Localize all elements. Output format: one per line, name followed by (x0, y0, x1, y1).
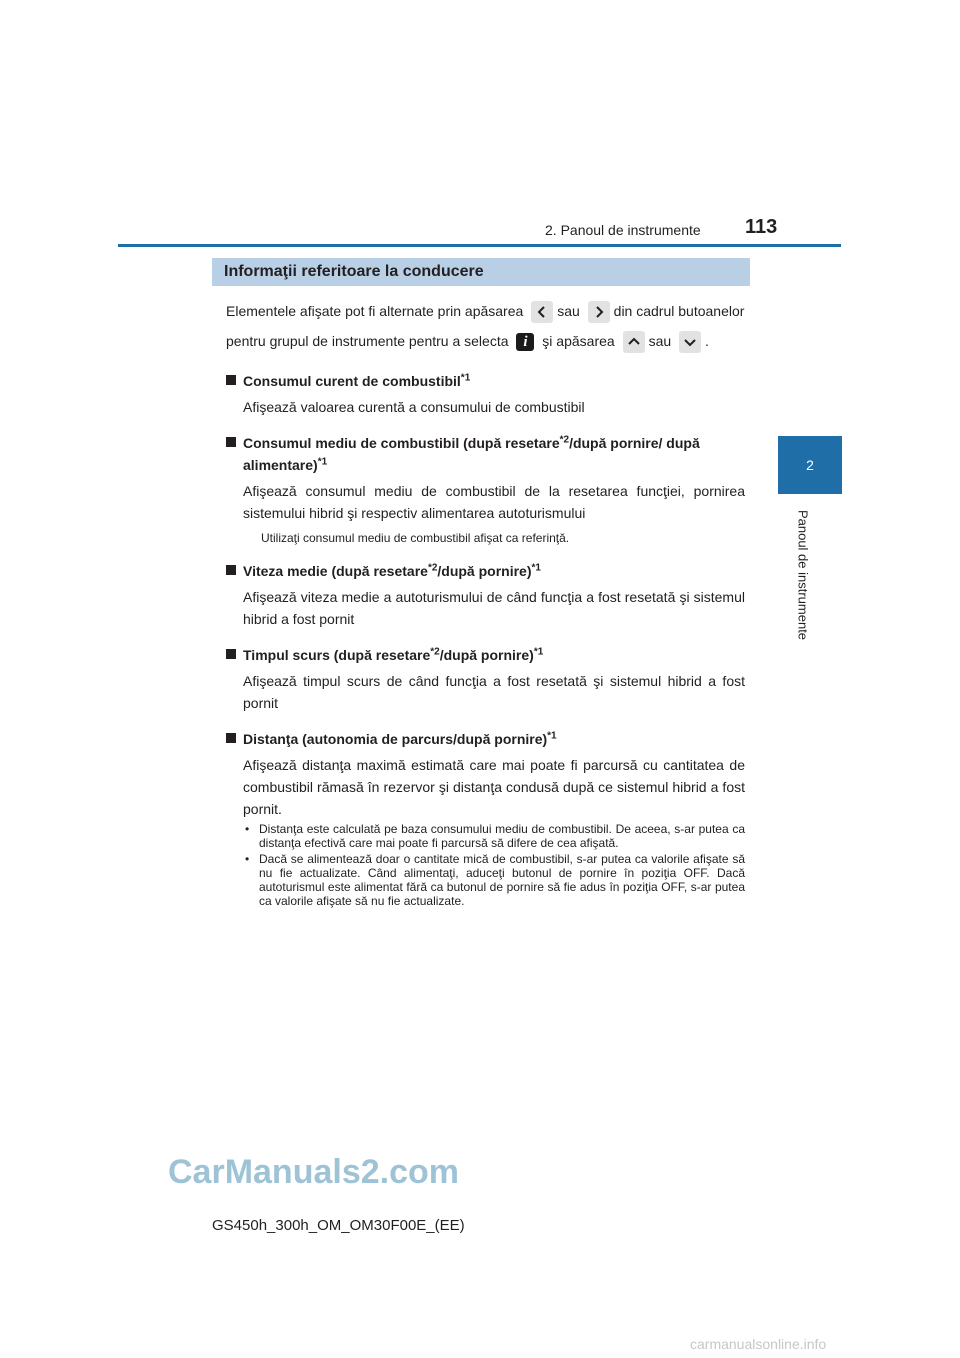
intro-text: din cadrul butoanelor (613, 303, 745, 319)
intro-text: . (705, 333, 709, 349)
intro-text: şi apăsarea (542, 333, 615, 349)
item-body: Afişează consumul mediu de combustibil de la resetarea funcţiei, pornirea sistemului hibrid şi respectiv alimentarea autoturismului (243, 483, 745, 521)
item-note: Utilizaţi consumul mediu de combustibil afişat ca referinţă. (261, 531, 570, 545)
heading-text: Consumul mediu de combustibil (după resetare (243, 435, 560, 451)
item-body: Afişează distanţa maximă estimată care mai poate fi parcursă cu cantitatea de combustibil rămasă în rezervor şi distanţa condusă după ce sistemul hibrid a fost pornit. (243, 757, 745, 817)
document-code: GS450h_300h_OM_OM30F00E_(EE) (212, 1217, 465, 1234)
chapter-number: 2 (806, 457, 814, 473)
intro-text: sau (557, 303, 580, 319)
heading-text: /după pornire) (439, 647, 534, 663)
heading-text: Viteza medie (după resetare (243, 563, 428, 579)
note-bullet (243, 852, 745, 908)
section-title: Informaţii referitoare la conducere (224, 263, 484, 280)
item-heading-distance (226, 728, 745, 750)
chapter-label: Panoul de instrumente (795, 509, 811, 641)
chapter-tab (778, 436, 842, 494)
footnote-marker: *1 (317, 456, 328, 468)
info-icon: i (516, 333, 534, 351)
header-rule (118, 244, 841, 247)
heading-text: /după pornire) (437, 563, 532, 579)
item-heading-average-consumption (226, 432, 745, 476)
item-heading-elapsed-time (226, 644, 745, 666)
bullet-text: Distanţa este calculată pe baza consumului mediu de combustibil. De aceea, s-ar putea ca distanţa efectivă care mai poate fi parcursă să difere de cea afişată. (259, 822, 745, 850)
footnote-marker: *2 (427, 562, 438, 574)
bullet-dot-icon: • (245, 852, 250, 866)
footnote-marker: *1 (533, 646, 544, 658)
heading-text: Timpul scurs (după resetare (243, 647, 431, 663)
chevron-right-icon (588, 301, 610, 323)
section-banner (212, 258, 750, 286)
item-body: Afişează viteza medie a autoturismului de când funcţia a fost resetată şi sistemul hibrid a fost pornit (243, 589, 745, 627)
intro-line-1 (226, 296, 745, 326)
intro-text: pentru grupul de instrumente pentru a selecta (226, 333, 509, 349)
page-number: 113 (745, 216, 778, 238)
intro-text: sau (648, 333, 672, 349)
square-bullet-icon (226, 375, 236, 385)
item-body: Afişează timpul scurs de când funcţia a fost resetată şi sistemul hibrid a fost pornit (243, 673, 745, 711)
footnote-marker: *1 (547, 730, 557, 742)
chapter-label-vertical (793, 500, 813, 650)
chevron-left-icon (531, 301, 553, 323)
square-bullet-icon (226, 649, 236, 659)
chevron-down-icon (679, 331, 701, 353)
footnote-marker: *2 (430, 646, 440, 658)
footnote-marker: *2 (559, 434, 570, 446)
footnote-marker: *1 (460, 372, 471, 384)
item-heading-average-speed (226, 560, 745, 582)
watermark: carmanualsonline.info (690, 1336, 827, 1352)
bullet-text: Dacă se alimentează doar o cantitate mică de combustibil, s-ar putea ca valorile afişate să nu fie actualizate. Când alimentaţi, aduceţi butonul de pornire în poziţia OFF. Dacă autoturismul este alimentat fără ca butonul de pornire să fie adus în poziţia OFF, s-ar putea ca valorile afişate să nu fie actualizate. (259, 852, 745, 908)
square-bullet-icon (226, 733, 236, 743)
note-bullet (243, 822, 745, 850)
intro-paragraph (226, 296, 745, 356)
bullet-dot-icon: • (245, 822, 250, 836)
heading-text: /după pornire/ după alimentare) (243, 435, 700, 473)
item-heading-current-consumption (226, 370, 745, 392)
chevron-up-icon (623, 331, 645, 353)
running-header-section: 2. Panoul de instrumente (545, 222, 701, 238)
site-logo: CarManuals2.com (168, 1153, 459, 1191)
intro-text: Elementele afişate pot fi alternate prin apăsarea (226, 303, 524, 319)
main-content (226, 296, 745, 908)
item-body: Afişează valoarea curentă a consumului de combustibil (243, 399, 585, 415)
footnote-marker: *1 (531, 562, 541, 574)
heading-text: Distanţa (autonomia de parcurs/după pornire) (243, 731, 548, 747)
square-bullet-icon (226, 437, 236, 447)
square-bullet-icon (226, 565, 236, 575)
intro-line-2 (226, 326, 745, 356)
heading-text: Consumul curent de combustibil (243, 373, 461, 389)
